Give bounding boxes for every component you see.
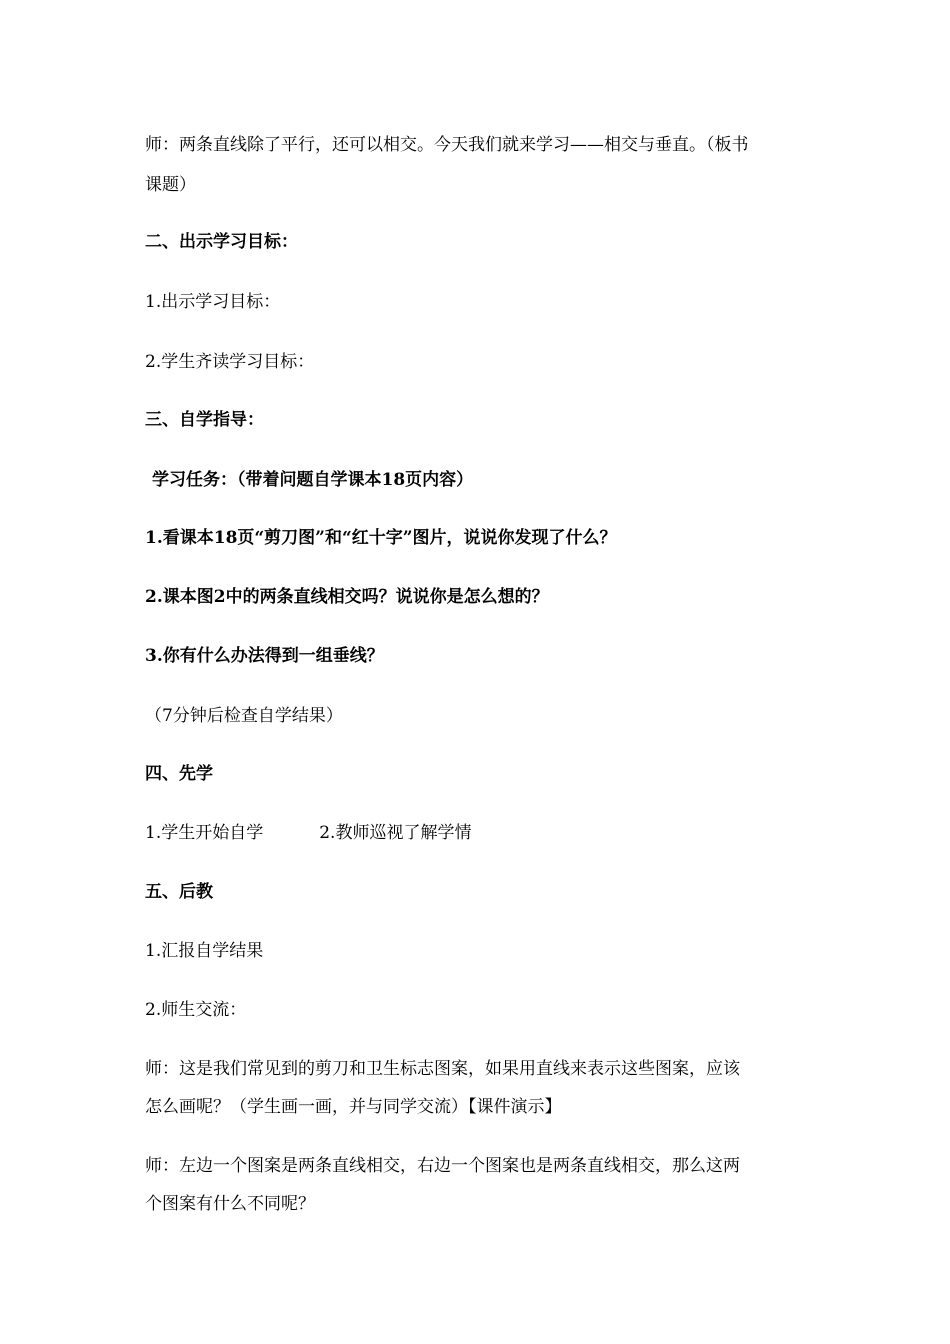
- study-task-heading: 学习任务：（带着问题自学课本18页内容）: [152, 470, 474, 490]
- step-students-self-study: 1.学生开始自学: [145, 823, 264, 843]
- list-item-report-results: 1.汇报自学结果: [145, 941, 264, 961]
- list-item-show-objectives: 1.出示学习目标：: [145, 292, 281, 312]
- section-heading-post-teaching: 五、后教: [145, 882, 213, 902]
- section-heading-self-study-guide: 三、自学指导：: [145, 410, 264, 430]
- time-note: （7分钟后检查自学结果）: [145, 706, 343, 726]
- paragraph-scissors-line-1: 师：这是我们常见到的剪刀和卫生标志图案，如果用直线来表示这些图案，应该: [145, 1059, 740, 1079]
- pre-study-steps: [145, 818, 810, 848]
- step-teacher-inspects: 2.教师巡视了解学情: [319, 823, 472, 843]
- task-question-2: 2.课本图2中的两条直线相交吗？说说你是怎么想的？: [145, 587, 549, 607]
- paragraph-difference-line-2: 个图案有什么不同呢？: [145, 1194, 315, 1214]
- paragraph-scissors-line-2: 怎么画呢？（学生画一画，并与同学交流）【课件演示】: [145, 1097, 562, 1117]
- list-item-read-objectives: 2.学生齐读学习目标：: [145, 352, 315, 372]
- list-item-teacher-student-exchange: 2.师生交流：: [145, 1000, 247, 1020]
- section-heading-objectives: 二、出示学习目标：: [145, 232, 298, 252]
- paragraph-intro-line-2: 课题）: [145, 175, 196, 195]
- section-heading-pre-study: 四、先学: [145, 764, 213, 784]
- task-question-1: 1.看课本18页“剪刀图”和“红十字”图片，说说你发现了什么？: [145, 528, 617, 548]
- paragraph-difference-line-1: 师：左边一个图案是两条直线相交，右边一个图案也是两条直线相交，那么这两: [145, 1156, 740, 1176]
- paragraph-intro-line-1: 师：两条直线除了平行，还可以相交。今天我们就来学习——相交与垂直。（板书: [145, 135, 749, 155]
- task-question-3: 3.你有什么办法得到一组垂线？: [145, 646, 384, 666]
